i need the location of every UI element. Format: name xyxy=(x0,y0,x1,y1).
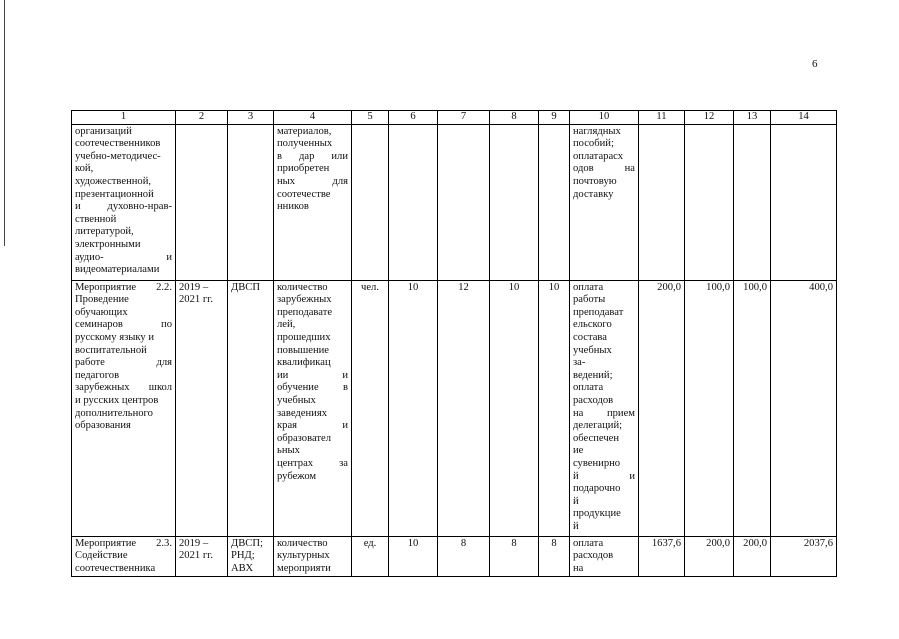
cell-text-line: оплата xyxy=(573,281,604,293)
cell-text-line: пособий; xyxy=(573,138,614,150)
cell-text-line: оплатарасх xyxy=(573,150,623,162)
header-cell: 2 xyxy=(176,111,228,125)
amount-cell: 2037,6 xyxy=(771,536,837,577)
unit-cell: чел. xyxy=(352,280,389,536)
value-cell: 10 xyxy=(389,280,438,536)
executor-cell xyxy=(228,536,274,577)
header-row xyxy=(72,111,837,125)
amount-cell xyxy=(685,124,734,280)
value-cell xyxy=(539,124,570,280)
amount-cell: 100,0 xyxy=(685,280,734,536)
cell-text-line: учебных xyxy=(277,394,316,406)
cell-text-line: 2021 гг. xyxy=(179,294,213,306)
cell-text-line: ие xyxy=(573,445,584,457)
cell-text-line: наглядных xyxy=(573,125,621,137)
executor-cell xyxy=(228,280,274,536)
cell-text-line: 2019 – xyxy=(179,537,209,549)
header-cell: 13 xyxy=(734,111,771,125)
cell-text-line: воспитательной xyxy=(75,344,147,356)
cell-text-line: презентационной xyxy=(75,188,154,200)
period-cell xyxy=(176,280,228,536)
value-cell: 10 xyxy=(389,536,438,577)
cell-text-line: края и xyxy=(277,420,348,432)
cell-text-line: соотечественника xyxy=(75,562,156,574)
cell-text-line: семинаров по xyxy=(75,319,172,331)
header-cell: 8 xyxy=(490,111,539,125)
cell-text-line: видеоматериалами xyxy=(75,264,160,276)
cell-text-line: расходов xyxy=(573,550,614,562)
cell-text-line: в дар или xyxy=(277,150,348,162)
value-cell: 8 xyxy=(490,536,539,577)
amount-cell xyxy=(639,124,685,280)
cell-text-line: электронными xyxy=(75,238,141,250)
period-cell xyxy=(176,536,228,577)
table-row xyxy=(72,280,837,536)
cell-text-line: ДВСП xyxy=(231,281,261,293)
table-row xyxy=(72,124,837,280)
cell-text-line: квалификац xyxy=(277,357,331,369)
expense-description-cell xyxy=(570,124,639,280)
amount-cell: 400,0 xyxy=(771,280,837,536)
cell-text-line: й xyxy=(573,495,579,507)
cell-text-line: на прием xyxy=(573,407,635,419)
cell-text-line: зарубежных школ xyxy=(75,382,172,394)
cell-text-line: художественной, xyxy=(75,175,152,187)
cell-text-line: полученных xyxy=(277,138,333,150)
cell-text-line: й xyxy=(573,520,579,532)
cell-text-line: делегаций; xyxy=(573,420,623,432)
page-number: 6 xyxy=(812,58,818,70)
value-cell: 12 xyxy=(438,280,490,536)
cell-text-line: Проведение xyxy=(75,294,129,306)
cell-text-line: обучающих xyxy=(75,306,128,318)
cell-text-line: мероприяти xyxy=(277,562,331,574)
cell-text-line: зарубежных xyxy=(277,294,332,306)
cell-text-line: РНД; xyxy=(231,550,255,562)
cell-text-line: расходов xyxy=(573,394,614,406)
cell-text-line: обеспечен xyxy=(573,432,620,444)
cell-text-line: количество xyxy=(277,281,328,293)
indicator-cell xyxy=(274,124,352,280)
cell-text-line: литературой, xyxy=(75,226,134,238)
expense-description-cell xyxy=(570,280,639,536)
cell-text-line: количество xyxy=(277,537,328,549)
scan-edge-line xyxy=(4,0,5,246)
unit-cell xyxy=(352,124,389,280)
cell-text-line: ведений; xyxy=(573,369,613,381)
header-cell: 4 xyxy=(274,111,352,125)
executor-cell xyxy=(228,124,274,280)
cell-text-line: аудио- и xyxy=(75,251,172,263)
cell-text-line: материалов, xyxy=(277,125,332,137)
header-cell: 1 xyxy=(72,111,176,125)
cell-text-line: соотечественников xyxy=(75,138,161,150)
cell-text-line: дополнительного xyxy=(75,407,153,419)
cell-text-line: лей, xyxy=(277,319,296,331)
header-cell: 3 xyxy=(228,111,274,125)
period-cell xyxy=(176,124,228,280)
value-cell xyxy=(389,124,438,280)
cell-text-line: ных для xyxy=(277,175,348,187)
amount-cell: 1637,6 xyxy=(639,536,685,577)
cell-text-line: рубежом xyxy=(277,470,317,482)
cell-text-line: и духовно-нрав- xyxy=(75,201,172,213)
event-name-cell xyxy=(72,536,176,577)
header-cell: 14 xyxy=(771,111,837,125)
cell-text-line: оплата xyxy=(573,537,604,549)
indicator-cell xyxy=(274,280,352,536)
cell-text-line: доставку xyxy=(573,188,614,200)
cell-text-line: культурных xyxy=(277,550,330,562)
value-cell: 10 xyxy=(490,280,539,536)
event-name-cell xyxy=(72,280,176,536)
cell-text-line: одов на xyxy=(573,163,635,175)
cell-text-line: русскому языку и xyxy=(75,331,154,343)
cell-text-line: преподавате xyxy=(277,306,333,318)
cell-text-line: продукцие xyxy=(573,508,621,520)
cell-text-line: нников xyxy=(277,201,309,213)
event-name-cell xyxy=(72,124,176,280)
cell-text-line: учебных xyxy=(573,344,612,356)
cell-text-line: образования xyxy=(75,420,131,432)
cell-text-line: центрах за xyxy=(277,457,348,469)
cell-text-line: подарочно xyxy=(573,483,621,495)
expense-description-cell xyxy=(570,536,639,577)
amount-cell: 100,0 xyxy=(734,280,771,536)
cell-text-line: преподават xyxy=(573,306,624,318)
header-cell: 12 xyxy=(685,111,734,125)
cell-text-line: организаций xyxy=(75,125,132,137)
cell-text-line: оплата xyxy=(573,382,604,394)
header-cell: 10 xyxy=(570,111,639,125)
header-cell: 5 xyxy=(352,111,389,125)
cell-text-line: заведениях xyxy=(277,407,327,419)
cell-text-line: ии и xyxy=(277,369,348,381)
amount-cell: 200,0 xyxy=(734,536,771,577)
cell-text-line: 2021 гг. xyxy=(179,550,213,562)
header-cell: 11 xyxy=(639,111,685,125)
cell-text-line: образовател xyxy=(277,432,332,444)
cell-text-line: повышение xyxy=(277,344,329,356)
cell-text-line: сувенирно xyxy=(573,457,621,469)
cell-text-line: приобретен xyxy=(277,163,330,175)
amount-cell xyxy=(734,124,771,280)
cell-text-line: Содействие xyxy=(75,550,128,562)
value-cell: 8 xyxy=(539,536,570,577)
cell-text-line: соотечестве xyxy=(277,188,331,200)
value-cell xyxy=(438,124,490,280)
cell-text-line: педагогов xyxy=(75,369,120,381)
cell-text-line: й и xyxy=(573,470,635,482)
amount-cell xyxy=(771,124,837,280)
unit-cell: ед. xyxy=(352,536,389,577)
header-cell: 6 xyxy=(389,111,438,125)
amount-cell: 200,0 xyxy=(685,536,734,577)
cell-text-line: работы xyxy=(573,294,606,306)
cell-text-line: состава xyxy=(573,331,607,343)
table-row xyxy=(72,536,837,577)
cell-text-line: ельского xyxy=(573,319,612,331)
amount-cell: 200,0 xyxy=(639,280,685,536)
cell-text-line: почтовую xyxy=(573,175,617,187)
cell-text-line: АВХ xyxy=(231,562,254,574)
value-cell: 10 xyxy=(539,280,570,536)
cell-text-line: обучение в xyxy=(277,382,348,394)
cell-text-line: за- xyxy=(573,357,586,369)
cell-text-line: Мероприятие 2.3. xyxy=(75,537,172,549)
cell-text-line: ДВСП; xyxy=(231,537,263,549)
header-cell: 7 xyxy=(438,111,490,125)
cell-text-line: на xyxy=(573,562,584,574)
cell-text-line: прошедших xyxy=(277,331,331,343)
cell-text-line: Мероприятие 2.2. xyxy=(75,281,172,293)
indicator-cell xyxy=(274,536,352,577)
cell-text-line: учебно-методичес- xyxy=(75,150,161,162)
cell-text-line: ственной xyxy=(75,213,117,225)
cell-text-line: и русских центров xyxy=(75,394,159,406)
header-cell: 9 xyxy=(539,111,570,125)
cell-text-line: кой, xyxy=(75,163,94,175)
cell-text-line: 2019 – xyxy=(179,281,209,293)
value-cell: 8 xyxy=(438,536,490,577)
cell-text-line: ьных xyxy=(277,445,300,457)
budget-table xyxy=(71,110,837,577)
cell-text-line: работе для xyxy=(75,357,172,369)
value-cell xyxy=(490,124,539,280)
